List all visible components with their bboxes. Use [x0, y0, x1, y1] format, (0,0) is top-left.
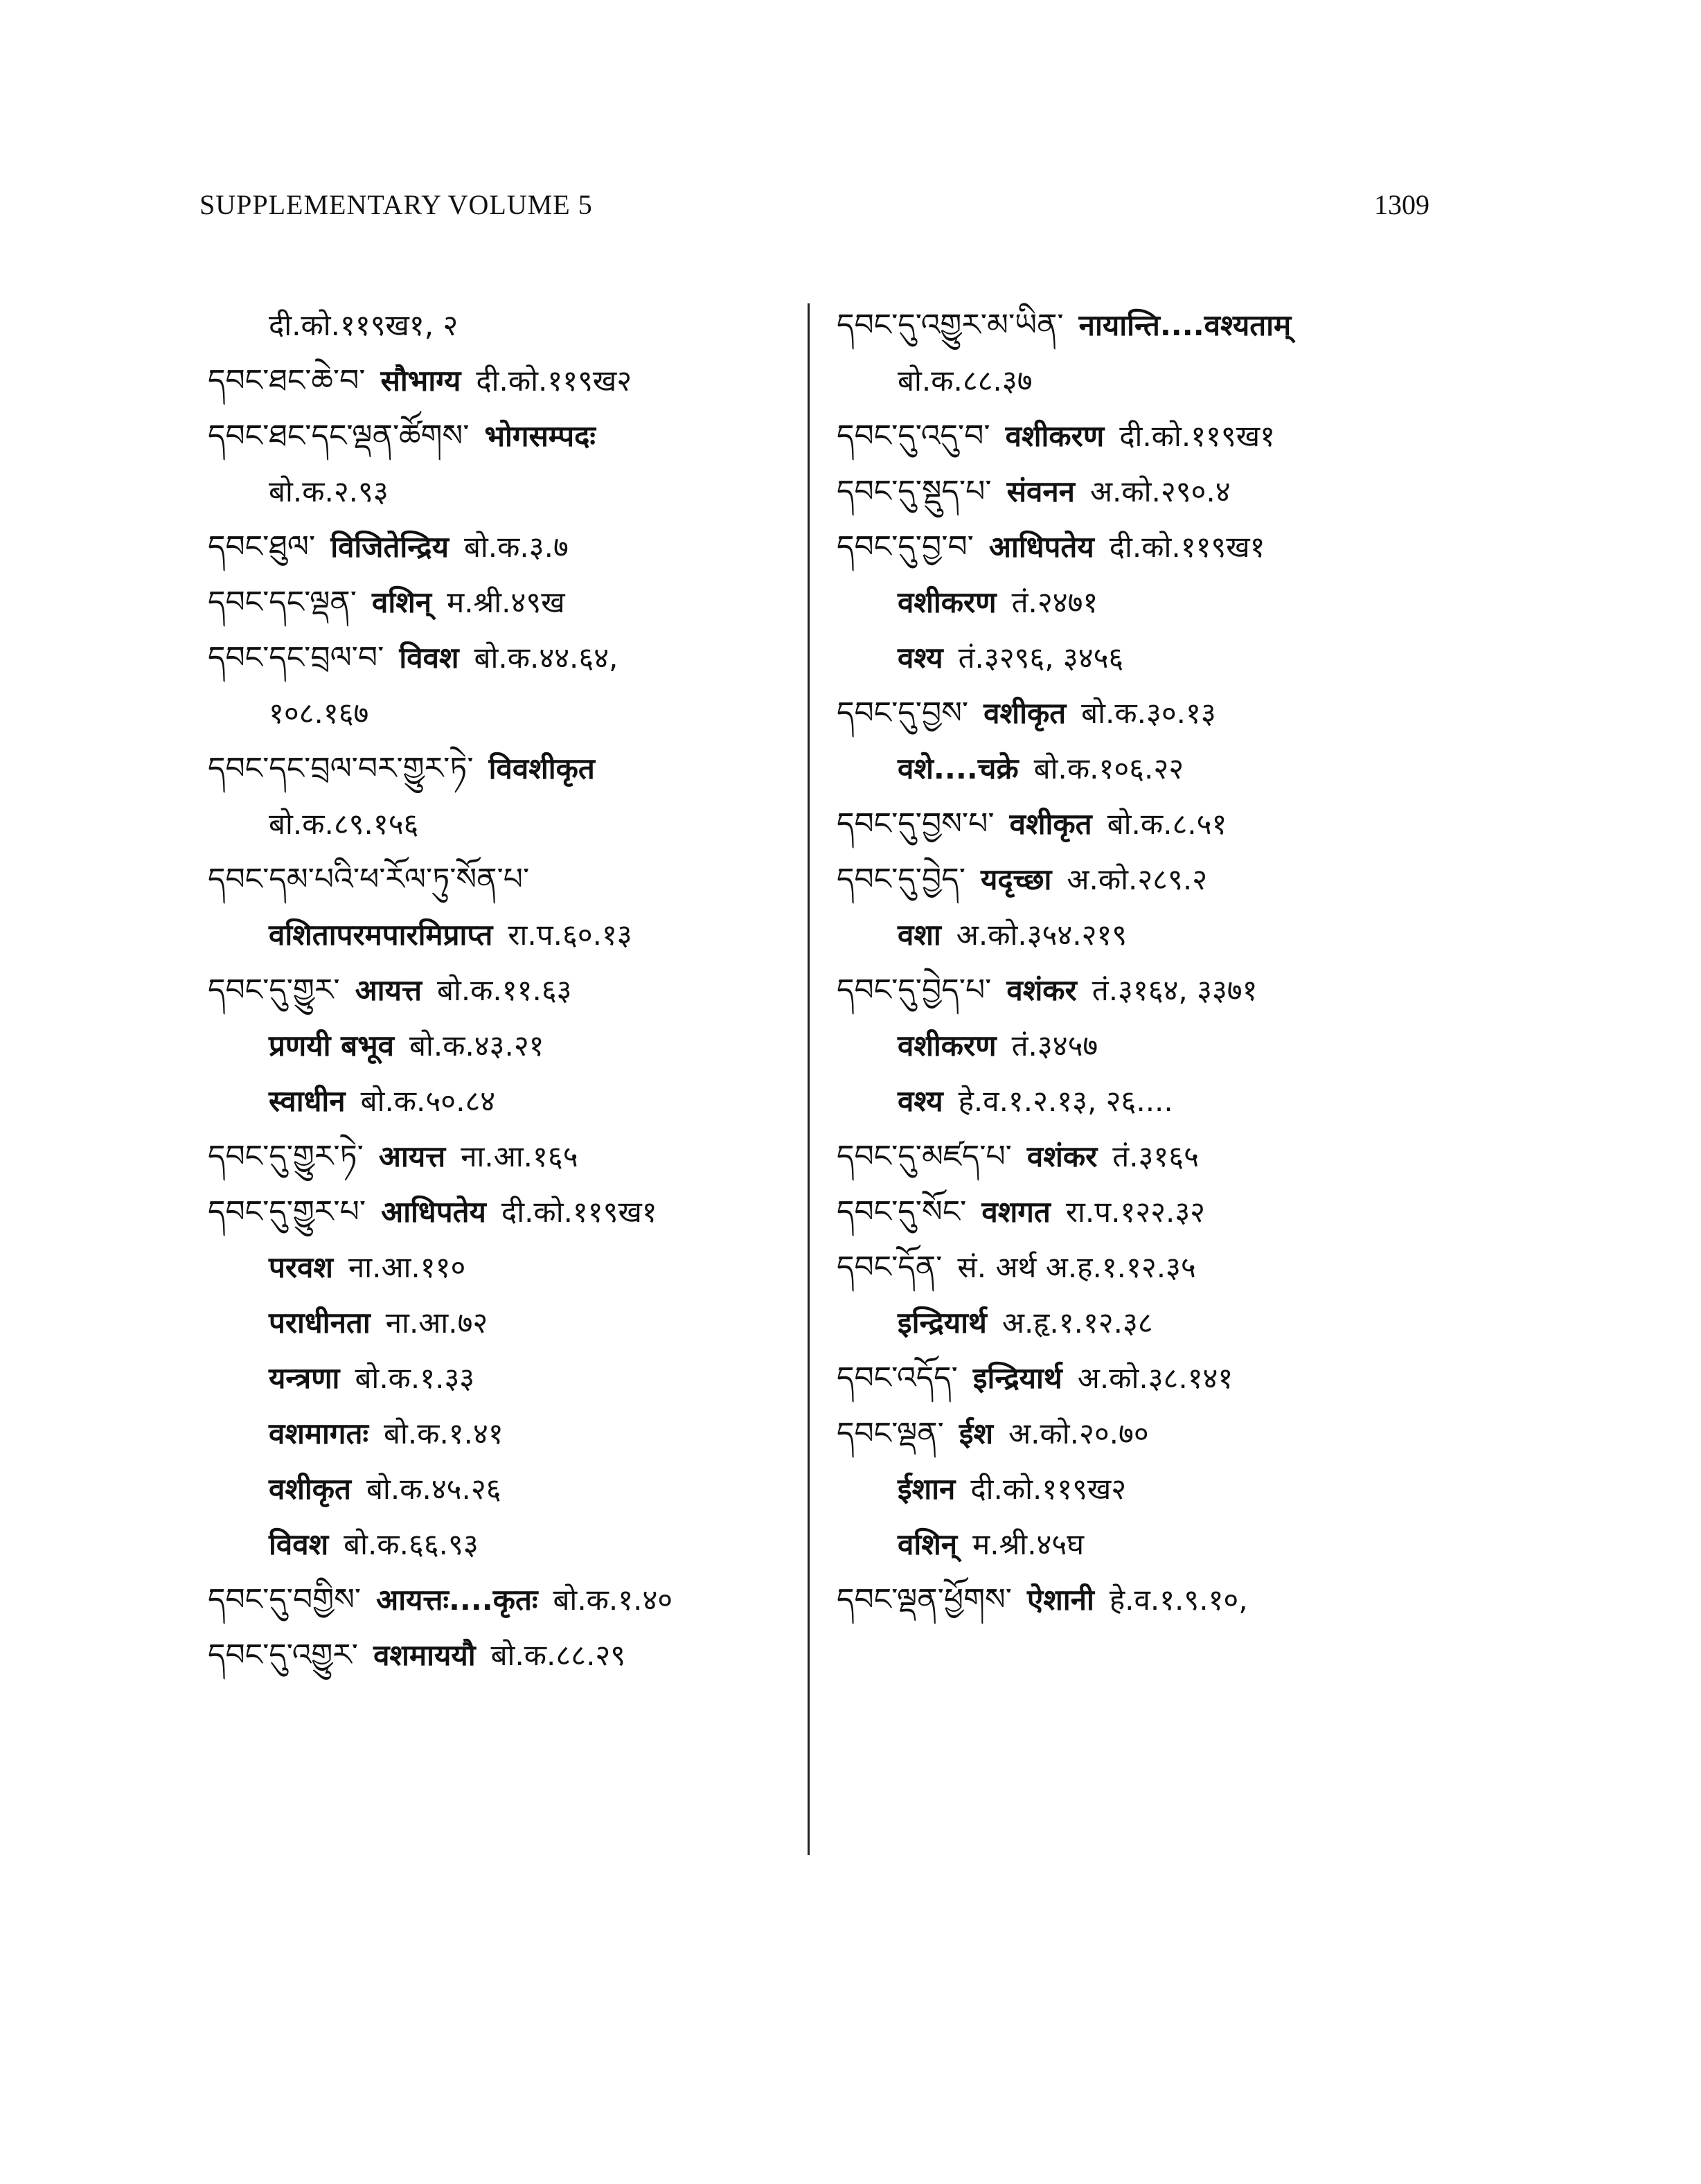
tibetan-headword: དབང་ལྡན་ — [837, 1416, 944, 1451]
dictionary-line — [837, 353, 1460, 409]
source-reference: ना.आ.७२ — [385, 1306, 488, 1340]
dictionary-line — [208, 630, 790, 686]
source-reference: दी.को.११९ख२ — [476, 364, 632, 398]
sanskrit-equivalent: संवनन — [1006, 474, 1075, 508]
dictionary-line — [837, 907, 1460, 963]
source-reference: दी.को.११९ख१, २ — [269, 308, 458, 342]
sanskrit-equivalent: विजितेन्द्रिय — [330, 530, 449, 564]
sanskrit-equivalent: विवश — [399, 641, 459, 675]
source-reference: १०८.१६७ — [269, 696, 369, 730]
tibetan-headword: དབང་དུ་གྱུར་པ་ — [208, 1194, 366, 1229]
tibetan-headword: དབང་དང་ལྡན་ — [208, 585, 357, 620]
sanskrit-equivalent: वशीकृत — [269, 1472, 351, 1506]
dictionary-line — [208, 353, 790, 409]
tibetan-headword: དབང་དམ་པའི་ཕ་རོལ་ཏུ་སོན་པ་ — [208, 862, 530, 897]
source-reference: रा.प.६०.१३ — [508, 918, 632, 952]
source-reference: तं.३१६४, ३३७१ — [1092, 973, 1258, 1007]
dictionary-line — [208, 1295, 790, 1351]
dictionary-line — [837, 686, 1460, 741]
sanskrit-equivalent: यदृच्छा — [980, 862, 1052, 896]
source-reference: बो.क.६६.९३ — [344, 1527, 479, 1561]
tibetan-headword: དབང་དུ་གྱུར་ཏེ་ — [208, 1139, 364, 1174]
sanskrit-equivalent: विवश — [269, 1527, 329, 1561]
source-reference: अ.को.२०.७० — [1008, 1417, 1149, 1450]
dictionary-line — [208, 907, 790, 963]
tibetan-headword: དབང་དུ་སྡུད་པ་ — [837, 474, 992, 509]
source-reference: म.श्री.४५घ — [972, 1527, 1085, 1561]
dictionary-line — [208, 1184, 790, 1240]
source-reference: बो.क.३०.१३ — [1081, 696, 1216, 730]
sanskrit-equivalent: प्रणयी बभूव — [269, 1029, 394, 1063]
source-reference: बो.क.४५.२६ — [366, 1472, 501, 1506]
source-reference: बो.क.१.४१ — [383, 1417, 504, 1450]
source-reference: बो.क.२.९३ — [269, 474, 389, 508]
tibetan-headword: དབང་དུ་བྱས་པ་ — [837, 806, 995, 842]
source-reference: बो.क.५०.८४ — [360, 1084, 496, 1118]
source-reference: ना.आ.११० — [348, 1250, 466, 1284]
source-reference: तं.२४७१ — [1011, 585, 1098, 619]
left-column — [208, 298, 790, 1683]
source-reference: दी.को.११९ख१ — [501, 1195, 657, 1229]
sanskrit-equivalent: आयत्त — [378, 1139, 446, 1173]
dictionary-line — [837, 1351, 1460, 1406]
sanskrit-equivalent: वशितापरमपारमिप्राप्त — [269, 918, 493, 952]
tibetan-headword: དབང་དུ་བགྱིས་ — [208, 1582, 362, 1617]
source-reference: दी.को.११९ख१ — [1119, 419, 1275, 453]
tibetan-headword: དབང་ལྡན་ཕྱོགས་ — [837, 1582, 1012, 1617]
source-reference: ना.आ.१६५ — [461, 1139, 578, 1173]
source-reference: अ.को.२९०.४ — [1089, 474, 1231, 508]
dictionary-line — [208, 1240, 790, 1295]
dictionary-line — [837, 963, 1460, 1018]
sanskrit-equivalent: वशे....चक्रे — [898, 752, 1019, 785]
sanskrit-equivalent: वशंकर — [1026, 1139, 1098, 1173]
tibetan-headword: དབང་ཐང་ཆེ་བ་ — [208, 363, 366, 398]
sanskrit-equivalent: इन्द्रियार्थ — [898, 1306, 987, 1340]
dictionary-line — [837, 797, 1460, 852]
tibetan-headword: དབང་དོན་ — [837, 1250, 943, 1285]
sanskrit-equivalent: वशा — [898, 918, 941, 952]
source-reference: बो.क.८८.२९ — [490, 1638, 626, 1672]
dictionary-line — [208, 686, 790, 741]
sanskrit-equivalent: वशगत — [981, 1195, 1051, 1229]
dictionary-line — [208, 1462, 790, 1517]
dictionary-line — [208, 741, 790, 797]
sanskrit-equivalent: वशिन् — [371, 585, 432, 619]
tibetan-headword: དབང་དུ་འགྱུར་ — [208, 1637, 359, 1673]
source-reference: तं.३२९६, ३४५६ — [958, 641, 1124, 675]
tibetan-headword: དབང་དང་བྲལ་བ་ — [208, 640, 384, 675]
dictionary-line — [208, 1517, 790, 1572]
sanskrit-equivalent: वशीकृत — [1009, 807, 1092, 841]
tibetan-headword: དབང་དུ་བྱེད་པ་ — [837, 973, 992, 1008]
sanskrit-equivalent: वशंकर — [1006, 973, 1077, 1007]
source-reference: बो.क.८.५१ — [1107, 807, 1227, 841]
dictionary-line — [208, 1406, 790, 1462]
source-reference: तं.३४५७ — [1011, 1029, 1098, 1063]
dictionary-line — [837, 520, 1460, 575]
sanskrit-equivalent: भोगसम्पदः — [484, 419, 596, 453]
dictionary-line — [837, 1184, 1460, 1240]
source-reference: बो.क.३.७ — [463, 530, 569, 564]
dictionary-line — [208, 1074, 790, 1129]
tibetan-headword: དབང་དུ་སོང་ — [837, 1194, 967, 1229]
dictionary-line — [837, 575, 1460, 630]
source-reference: बो.क.८९.१५६ — [269, 807, 419, 841]
source-reference: रा.प.१२२.३२ — [1065, 1195, 1206, 1229]
sanskrit-equivalent: परवश — [269, 1250, 333, 1284]
sanskrit-equivalent: ईश — [959, 1417, 994, 1450]
dictionary-line — [208, 797, 790, 852]
column-divider — [808, 303, 810, 1855]
sanskrit-equivalent: नायान्ति....वश्यताम् — [1078, 308, 1292, 342]
source-reference: अ.को.३५४.२१९ — [956, 918, 1128, 952]
dictionary-line — [208, 464, 790, 520]
page-number: 1309 — [1374, 189, 1430, 220]
dictionary-line — [208, 520, 790, 575]
dictionary-line — [837, 409, 1460, 464]
sanskrit-equivalent: यन्त्रणा — [269, 1361, 340, 1395]
dictionary-line — [208, 963, 790, 1018]
tibetan-headword: དབང་དུ་མཛད་པ་ — [837, 1139, 1012, 1174]
sanskrit-equivalent: आधिपतेय — [988, 530, 1094, 564]
tibetan-headword: དབང་དུ་བྱེད་ — [837, 862, 965, 897]
dictionary-line — [837, 1572, 1460, 1628]
tibetan-headword: དབང་དུ་འདུ་བ་ — [837, 418, 990, 454]
source-reference: दी.को.११९ख१ — [1109, 530, 1265, 564]
tibetan-headword: དབང་དུ་གྱུར་ — [208, 973, 340, 1008]
tibetan-headword: དབང་དུ་འགྱུར་མ་ཡིན་ — [837, 308, 1064, 343]
tibetan-headword: དབང་དུ་བྱས་ — [837, 695, 969, 731]
sanskrit-equivalent: सौभाग्य — [380, 364, 461, 398]
dictionary-line — [208, 1129, 790, 1184]
dictionary-line — [837, 852, 1460, 907]
sanskrit-equivalent: वशमागतः — [269, 1417, 368, 1450]
sanskrit-equivalent: वशमाययौ — [373, 1638, 476, 1672]
dictionary-line — [837, 1517, 1460, 1572]
sanskrit-equivalent: ईशान — [898, 1472, 956, 1506]
source-reference: हे.व.१.२.१३, २६.... — [958, 1084, 1173, 1118]
dictionary-line — [208, 1572, 790, 1628]
sanskrit-equivalent: वश्य — [898, 641, 943, 675]
sanskrit-equivalent: पराधीनता — [269, 1306, 371, 1340]
dictionary-line — [837, 1462, 1460, 1517]
sanskrit-equivalent: आयत्त — [355, 973, 422, 1007]
source-reference: बो.क.८८.३७ — [898, 364, 1033, 398]
dictionary-line — [208, 1018, 790, 1074]
sanskrit-equivalent: वशीकरण — [1005, 419, 1105, 453]
tibetan-headword: དབང་ཐང་དང་ལྡན་ཚོགས་ — [208, 418, 470, 454]
dictionary-line — [837, 1295, 1460, 1351]
dictionary-line — [837, 298, 1460, 353]
sanskrit-equivalent: स्वाधीन — [269, 1084, 346, 1118]
tibetan-headword: དབང་དུ་བྱ་བ་ — [837, 529, 974, 565]
sanskrit-equivalent: ऐशानी — [1027, 1583, 1094, 1617]
sanskrit-equivalent: वशीकरण — [898, 1029, 997, 1063]
source-reference: बो.क.४३.२१ — [409, 1029, 544, 1063]
tibetan-headword: དབང་དང་བྲལ་བར་གྱུར་ཏེ་ — [208, 751, 474, 786]
dictionary-line — [208, 575, 790, 630]
source-reference: दी.को.११९ख२ — [970, 1472, 1127, 1506]
dictionary-line — [837, 741, 1460, 797]
sanskrit-equivalent: वशीकरण — [898, 585, 997, 619]
dictionary-line — [208, 852, 790, 907]
source-reference: बो.क.११.६३ — [436, 973, 572, 1007]
source-reference: बो.क.१.४० — [553, 1583, 673, 1617]
dictionary-line — [837, 1406, 1460, 1462]
source-reference: अ.हृ.१.१२.३८ — [1001, 1306, 1153, 1340]
dictionary-line — [837, 1129, 1460, 1184]
dictionary-line — [208, 1351, 790, 1406]
tibetan-headword: དབང་ཐུལ་ — [208, 529, 316, 565]
source-reference: बो.क.१.३३ — [355, 1361, 475, 1395]
dictionary-line — [837, 630, 1460, 686]
sanskrit-equivalent: इन्द्रियार्थ — [972, 1361, 1062, 1395]
dictionary-line — [837, 1018, 1460, 1074]
sanskrit-equivalent: आयत्तः....कृतः — [376, 1583, 538, 1617]
source-reference: सं. अर्थ अ.ह.१.१२.३५ — [957, 1250, 1196, 1284]
dictionary-line — [837, 1074, 1460, 1129]
source-reference: बो.क.४४.६४, — [474, 641, 618, 675]
source-reference: म.श्री.४९ख — [447, 585, 565, 619]
source-reference: तं.३१६५ — [1112, 1139, 1199, 1173]
dictionary-line — [208, 409, 790, 464]
dictionary-line — [208, 298, 790, 353]
running-header: SUPPLEMENTARY VOLUME 5 — [199, 189, 593, 220]
dictionary-line — [837, 1240, 1460, 1295]
right-column — [837, 298, 1460, 1628]
sanskrit-equivalent: आधिपतेय — [381, 1195, 486, 1229]
sanskrit-equivalent: वशीकृत — [983, 696, 1067, 730]
dictionary-line — [208, 1628, 790, 1683]
sanskrit-equivalent: वश्य — [898, 1084, 943, 1118]
source-reference: हे.व.१.९.१०, — [1109, 1583, 1248, 1617]
sanskrit-equivalent: विवशीकृत — [488, 752, 595, 785]
source-reference: अ.को.२८९.२ — [1067, 862, 1208, 896]
source-reference: अ.को.३८.१४१ — [1077, 1361, 1234, 1395]
source-reference: बो.क.१०६.२२ — [1033, 752, 1184, 785]
tibetan-headword: དབང་འདོད་ — [837, 1360, 958, 1396]
sanskrit-equivalent: वशिन् — [898, 1527, 958, 1561]
dictionary-line — [837, 464, 1460, 520]
